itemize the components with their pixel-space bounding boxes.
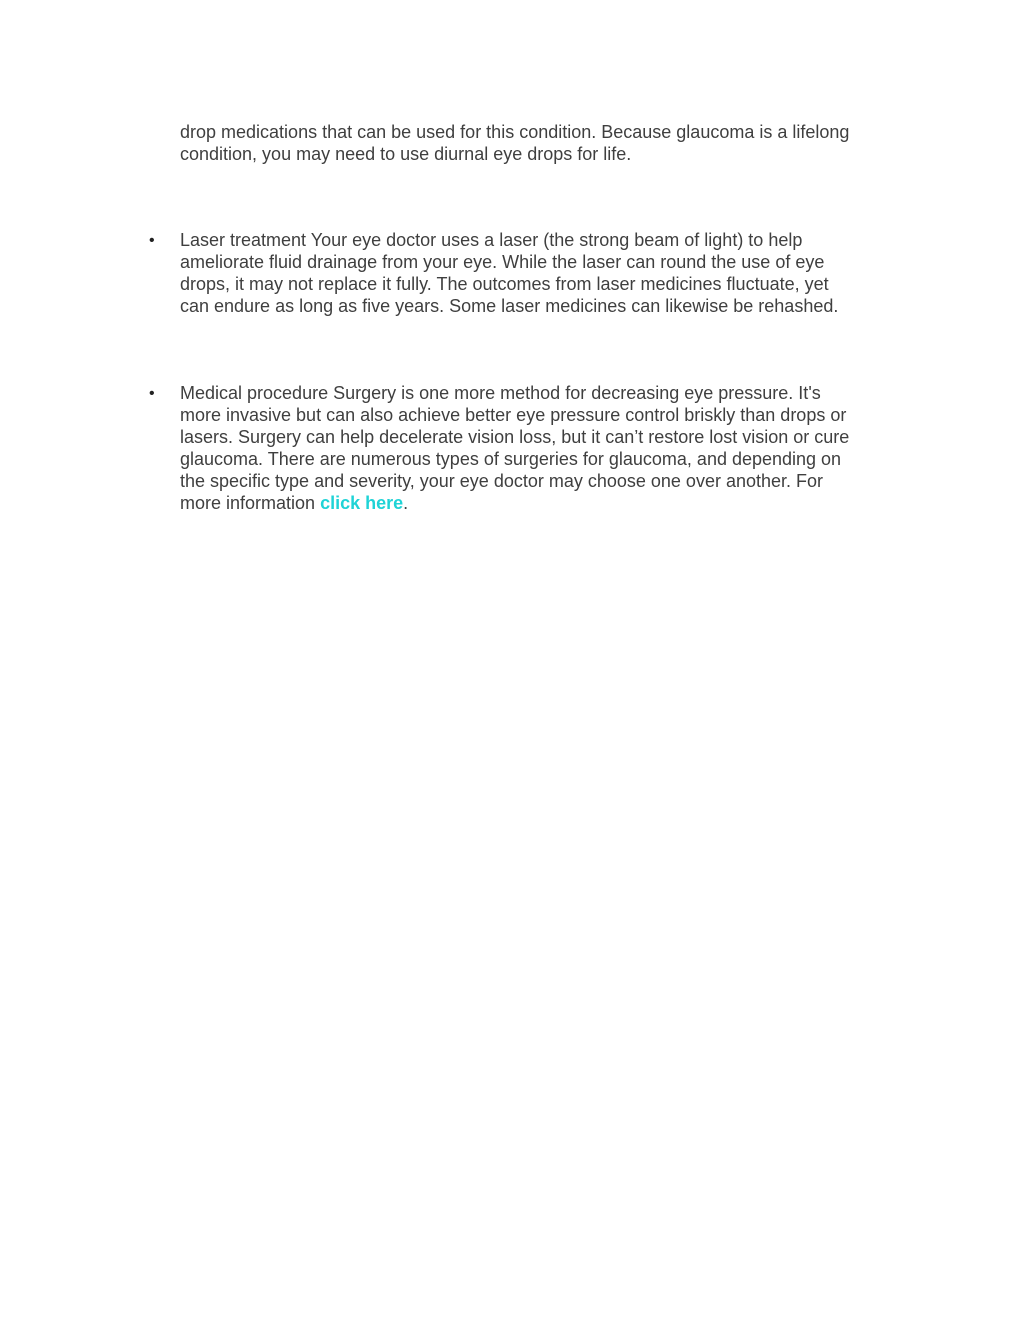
list-item-line: lasers. Surgery can help decelerate vision loss, but it can’t restore lost vision or cure — [180, 427, 850, 447]
continuation-paragraph — [180, 121, 905, 165]
list-item-line: glaucoma. There are numerous types of surgeries for glaucoma, and depending on — [180, 449, 842, 469]
last-line-prefix: more information — [180, 493, 321, 513]
list-item-line: Laser treatment Your eye doctor uses a laser (the strong beam of light) to help — [180, 230, 803, 250]
list-item-last-line — [180, 492, 905, 514]
list-item-laser-treatment — [180, 229, 905, 317]
paragraph-line: condition, you may need to use diurnal eye drops for life. — [180, 144, 632, 164]
list-item-line: drops, it may not replace it fully. The outcomes from laser medicines fluctuate, yet — [180, 274, 829, 294]
list-item-line: ameliorate fluid drainage from your eye. While the laser can round the use of eye — [180, 252, 825, 272]
bullet-marker: • — [149, 232, 155, 249]
bullet-marker: • — [149, 385, 155, 402]
last-line-suffix: . — [403, 493, 409, 513]
click-here-link[interactable]: click here — [320, 493, 404, 513]
list-item-line: can endure as long as five years. Some laser medicines can likewise be rehashed. — [180, 296, 839, 316]
list-item-line: more invasive but can also achieve better eye pressure control briskly than drops or — [180, 405, 847, 425]
list-item-line: Medical procedure Surgery is one more method for decreasing eye pressure. It's — [180, 383, 821, 403]
list-item-medical-procedure — [180, 382, 905, 514]
list-item-line: the specific type and severity, your eye doctor may choose one over another. For — [180, 471, 824, 491]
paragraph-line: drop medications that can be used for this condition. Because glaucoma is a lifelong — [180, 122, 850, 142]
